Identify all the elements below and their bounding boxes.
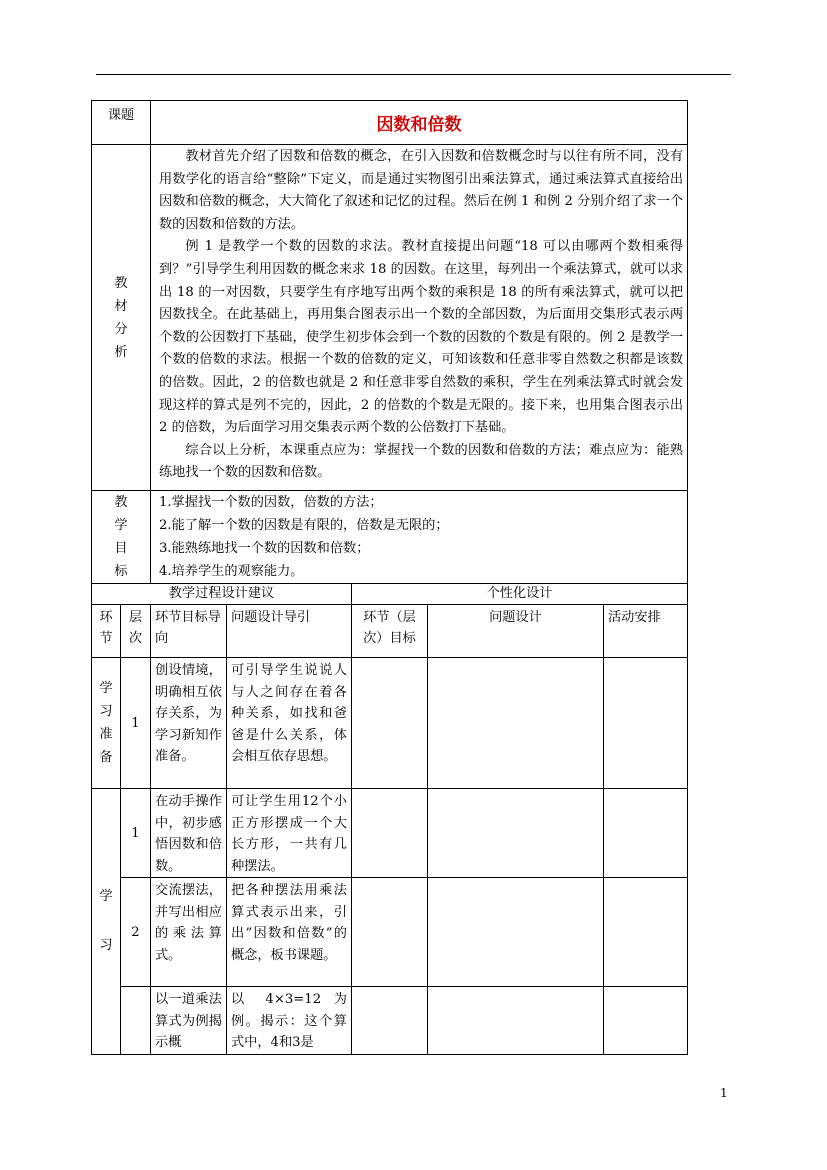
- lesson-title: 因数和倍数: [151, 101, 688, 145]
- level-cell: [121, 987, 151, 1055]
- stage-char: 习: [99, 704, 113, 719]
- personal-goal-cell: [352, 789, 428, 878]
- header-rule: [96, 74, 731, 75]
- col-personal-activity: 活动安排: [604, 605, 688, 658]
- objectives-label-char: 目: [114, 541, 128, 556]
- analysis-paragraph: 综合以上分析，本课重点应为：掌握找一个数的因数和倍数的方法；难点应为：能熟练地找一个数的因数和倍数。: [159, 442, 684, 481]
- col-personal-goal: 环节（层次）目标: [352, 605, 428, 658]
- objectives-content: [151, 491, 688, 584]
- objective-item: 2.能了解一个数的因数是有限的，倍数是无限的；: [159, 518, 449, 533]
- analysis-label-char: 析: [114, 344, 128, 360]
- personal-activity-cell: [604, 789, 688, 878]
- personal-goal-cell: [352, 878, 428, 987]
- goal-cell: 交流摆法，并写出相应的乘法算式。: [151, 878, 227, 987]
- topic-label: 课题: [107, 108, 135, 123]
- personal-design-heading: 个性化设计: [352, 584, 688, 605]
- analysis-label: [92, 145, 151, 491]
- stage-char: 学: [99, 681, 113, 696]
- objective-item: 1.掌握找一个数的因数，倍数的方法；: [159, 495, 383, 510]
- personal-question-cell: [428, 987, 604, 1055]
- goal-cell: 以一道乘法算式为例揭示概: [151, 987, 227, 1055]
- personal-question-cell: [428, 658, 604, 789]
- col-goal: 环节目标导向: [151, 605, 227, 658]
- col-stage: 环节: [92, 605, 121, 658]
- analysis-label-char: 分: [114, 321, 128, 337]
- objectives-label-char: 教: [114, 495, 128, 510]
- col-level: 层次: [121, 605, 151, 658]
- personal-activity-cell: [604, 878, 688, 987]
- stage-cell: [92, 658, 121, 789]
- objectives-label-char: 学: [114, 518, 128, 533]
- level-cell: 1: [121, 789, 151, 878]
- personal-activity-cell: [604, 987, 688, 1055]
- stage-char: 准: [99, 727, 113, 742]
- analysis-label-char: 教: [114, 275, 128, 291]
- objectives-label: [92, 491, 151, 584]
- goal-cell: 创设情境，明确相互依存关系，为学习新知作准备。: [151, 658, 227, 789]
- personal-goal-cell: [352, 987, 428, 1055]
- personal-activity-cell: [604, 658, 688, 789]
- stage-char: 学: [99, 889, 113, 905]
- personal-question-cell: [428, 878, 604, 987]
- col-guide: 问题设计导引: [227, 605, 352, 658]
- analysis-content: [151, 145, 688, 491]
- goal-cell: 在动手操作中，初步感悟因数和倍数。: [151, 789, 227, 878]
- analysis-paragraph: 例 1 是教学一个数的因数的求法。教材直接提出问题“18 可以由哪两个数相乘得到？”引导学生利用因数的概念来求 18 的因数。在这里，每列出一个乘法算式，就可以求出 18 的一对因数，只要学生有序地写出两个数的乘积是 18 的所有乘法算式，就可以把因数找全。在此基础上，再用集合图表示出一个数的全部因数，为后面用交集形式表示两个数的公因数打下基础，使学生初步体会到一个数的因数的个数是有限的。例 2 是教学一个数的倍数的求法。根据一个数的倍数的定义，可知该数和任意非零自然数之积都是该数的倍数。因此，2 的倍数也就是 2 和任意非零自然数的乘积，学生在列乘法算式时就会发现这样的算式是列不完的，因此，2 的倍数的个数是无限的。接下来，也用集合图表示出 2 的倍数，为后面学习用交集表示两个数的公倍数打下基础。: [159, 239, 684, 436]
- page-number: 1: [720, 1086, 728, 1100]
- objectives-label-char: 标: [114, 564, 128, 579]
- stage-char: 习: [99, 938, 113, 954]
- level-cell: 1: [121, 658, 151, 789]
- level-cell: 2: [121, 878, 151, 987]
- stage-char: 备: [99, 750, 113, 765]
- lesson-plan-table: [91, 100, 688, 1055]
- topic-label-cell: [92, 101, 151, 145]
- process-design-heading: 教学过程设计建议: [92, 584, 352, 605]
- analysis-paragraph: 教材首先介绍了因数和倍数的概念，在引入因数和倍数概念时与以往有所不同，没有用数学化的语言给“整除”下定义，而是通过实物图引出乘法算式，通过乘法算式直接给出因数和倍数的概念，大大简化了叙述和记忆的过程。然后在例 1 和例 2 分别介绍了求一个数的因数和倍数的方法。: [159, 149, 684, 232]
- guide-cell: 以 4×3=12 为例。揭示：这个算式中，4和3是: [227, 987, 352, 1055]
- guide-cell: 把各种摆法用乘法算式表示出来，引出”因数和倍数”的概念，板书课题。: [227, 878, 352, 987]
- objective-item: 3.能熟练地找一个数的因数和倍数；: [159, 541, 370, 556]
- stage-cell: [92, 789, 121, 1055]
- objective-item: 4.培养学生的观察能力。: [159, 564, 304, 579]
- guide-cell: 可引导学生说说人与人之间存在着各种关系，如找和爸爸是什么关系，体会相互依存思想。: [227, 658, 352, 789]
- personal-question-cell: [428, 789, 604, 878]
- guide-cell: 可让学生用12个小正方形摆成一个大长方形，一共有几种摆法。: [227, 789, 352, 878]
- personal-goal-cell: [352, 658, 428, 789]
- analysis-label-char: 材: [114, 298, 128, 314]
- col-personal-question: 问题设计: [428, 605, 604, 658]
